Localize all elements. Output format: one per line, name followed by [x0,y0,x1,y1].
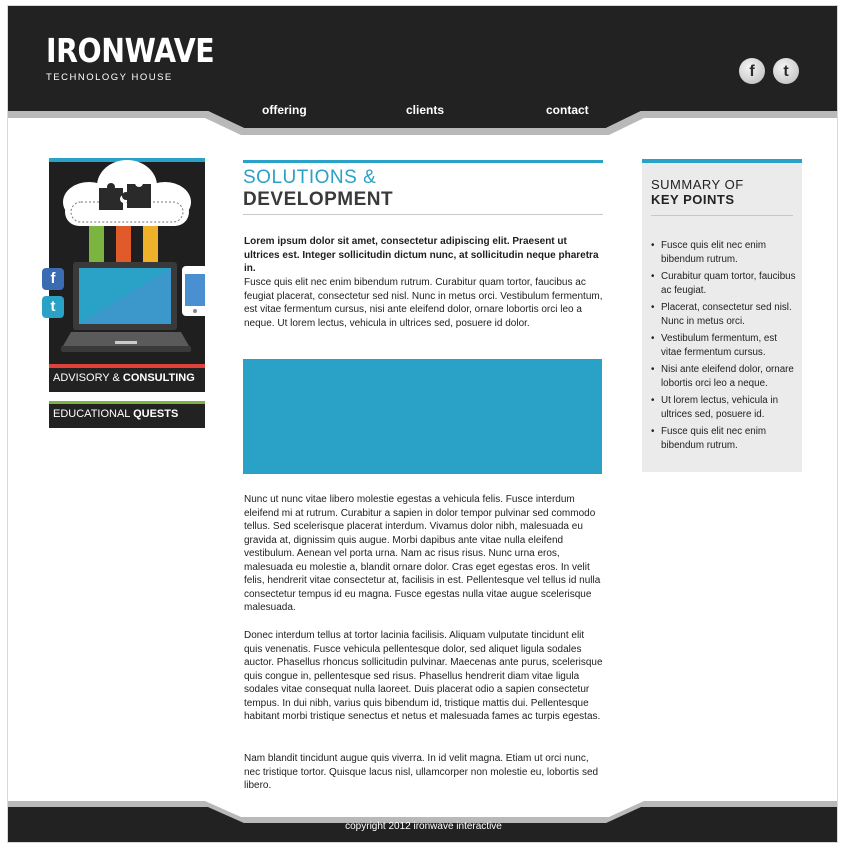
summary-title-line1: SUMMARY OF [651,177,744,192]
list-item: • Fusce quis elit nec enim bibendum rutrum. [651,239,796,266]
summary-title-line2: KEY POINTS [651,192,735,207]
logo-tagline: TECHNOLOGY HOUSE [46,72,173,83]
nav-contact[interactable]: contact [546,103,589,117]
button-stripe [49,365,205,368]
feature-image-placeholder [243,359,602,474]
site-footer [8,794,838,843]
summary-panel [642,159,802,472]
advisory-label: ADVISORY & [53,372,123,384]
facebook-icon[interactable]: f [739,58,765,84]
facebook-badge-icon[interactable]: f [42,268,64,290]
site-header [8,6,838,136]
body-paragraph-2: Nunc ut nunc vitae libero molestie egestas a vehicula felis. Fusce interdum eleifend mi at rutrum. Curabitur a sapien in dolor tempor pulvinar sed commodo tellus. Sed scelerisque placerat interdum. Vivamus dolor nibh, malesuada eu gravida at, dignissim quis augue. Morbi dapibus ante vitae nulla eleifend vestibulum. Aenean vel porta urna. Nam ac risus risus. Nunc urna eros, malesuada eu molestie a, blandit ornare dolor. Cras eget egestas eros. In velit felis, hendrerit vitae consectetur at, facilisis in est. Pellentesque vel tellus id nulla consectetur tempus id eu magna. Fusce egestas nulla vitae augue scelerisque malesuada. [244,494,601,613]
page-title-line2: DEVELOPMENT [243,189,394,210]
nav-offering[interactable]: offering [262,103,307,117]
page-title-line1: SOLUTIONS & [243,167,377,188]
title-accent-bar [243,160,603,163]
nav-clients[interactable]: clients [406,103,445,117]
list-item: • Fusce quis elit nec enim bibendum rutrum. [651,425,796,452]
twitter-icon[interactable]: t [773,58,799,84]
key-points-list [651,239,796,456]
title-divider [243,214,603,215]
consulting-label: CONSULTING [122,372,195,384]
copyright-text: copyright 2012 ironwave interactive [345,821,502,832]
page-frame [7,5,838,843]
list-item: • Nisi ante eleifend dolor, ornare lobortis orci leo a neque. [651,363,796,390]
summary-divider [651,215,793,216]
button-stripe [49,401,205,404]
lead-paragraph: Lorem ipsum dolor sit amet, consectetur adipiscing elit. Praesent ut ultrices est. Integer sollicitudin dictum nunc, at sollicitudin neque pharetra in. [244,236,599,274]
list-item: • Curabitur quam tortor, faucibus ac feugiat. [651,270,796,297]
advisory-consulting-button[interactable] [49,368,205,392]
body-paragraph-3: Donec interdum tellus at tortor lacinia facilisis. Aliquam vulputate tincidunt elit quis venenatis. Fusce vehicula pellentesque dolor, sed aliquet ligula sodales auctor. Phasellus rhoncus sollicitudin pulvinar. Maecenas ante purus, scelerisque quis congue in, pellentesque sed risus. Phasellus hendrerit diam vitae ligula sodales vitae consequat nulla laoreet. Duis placerat odio a sapien consectetur tempus. In dui nibh, varius quis bibendum id, tristique mattis dui. Pellentesque habitant morbi tristique senectus et netus et malesuada fames ac turpis egestas. [244,630,603,722]
body-paragraph-1: Fusce quis elit nec enim bibendum rutrum. Curabitur quam tortor, faucibus ac feugiat placerat, consectetur sed nisl. Nunc in metus orci. Vestibulum fermentum, est vitae fermentum cursus, nisi ante eleifend dolor, ornare lobortis orci leo a neque. Ut lorem lectus, vehicula in ultrices sed, posuere id dolor. [244,277,603,329]
logo-wordmark: IRONWAVE [46,31,215,70]
twitter-badge-icon[interactable]: t [42,296,64,318]
cloud-devices-illustration [49,158,205,368]
footer-background [8,794,838,843]
body-paragraph-4: Nam blandit tincidunt augue quis viverra. In id velit magna. Etiam ut orci nunc, nec tristique tortor. Quisque lacus nisl, ullamcorper non molestie eu, lobortis sed libero. [244,753,599,791]
list-item: • Vestibulum fermentum, est vitae fermentum cursus. [651,332,796,359]
site-logo[interactable] [46,32,242,83]
educational-quests-button[interactable] [49,404,205,428]
educational-label: EDUCATIONAL [53,408,134,420]
quests-label: QUESTS [133,408,179,420]
list-item: • Ut lorem lectus, vehicula in ultrices sed, posuere id. [651,394,796,421]
list-item: • Placerat, consectetur sed nisl. Nunc in metus orci. [651,301,796,328]
